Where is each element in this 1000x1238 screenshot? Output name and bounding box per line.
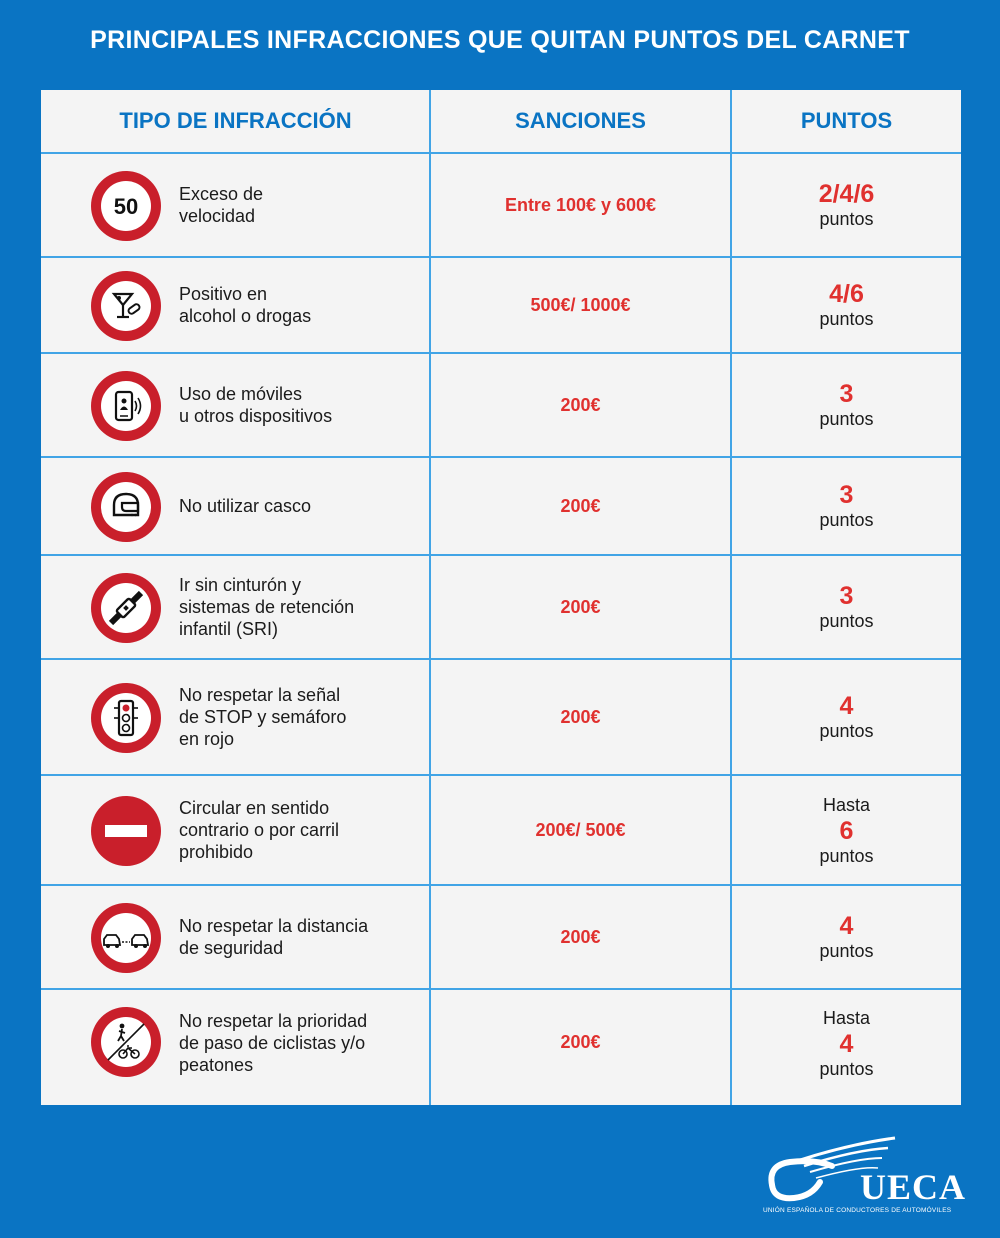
table-row [41,556,961,660]
logo-name: UECA [860,1167,967,1207]
table-row [41,776,961,886]
points-prefix: Hasta [822,795,871,815]
cyclist-pedestrian-icon [90,1006,162,1078]
points-cell [732,776,961,884]
no-entry-icon [90,795,162,867]
table-row [41,990,961,1105]
sanction-amount: Entre 100€ y 600€ [504,194,657,215]
speed-limit-value: 50 [113,194,139,219]
sanction-amount: 200€ [560,394,601,415]
points-unit: puntos [819,941,874,961]
points-unit: puntos [819,611,874,631]
points-unit: puntos [819,1058,874,1079]
infraction-description: Uso de móviles u otros dispositivos [179,384,333,426]
sanction-amount: 200€ [560,706,601,727]
table-header-row [41,90,961,154]
sanction-amount: 200€/ 500€ [535,819,626,840]
points-cell [732,886,961,988]
infraction-description: No respetar la prioridad de paso de ciclistas y/o peatones [179,1010,368,1075]
infraction-description: No respetar la distancia de seguridad [179,916,369,958]
points-value: 3 [839,380,854,408]
sanction-amount: 200€ [560,596,601,617]
points-value: 2/4/6 [818,180,875,208]
infraction-description: Exceso de velocidad [179,184,264,226]
table-row [41,354,961,458]
helmet-icon [90,471,162,543]
table-row [41,258,961,354]
points-value: 4 [839,912,854,940]
points-cell [732,990,961,1095]
points-cell [732,556,961,658]
points-unit: puntos [819,846,874,866]
points-cell [732,458,961,554]
sanction-amount: 200€ [560,495,601,516]
points-value: 3 [839,582,854,610]
points-value: 6 [839,817,854,845]
points-cell [732,154,961,256]
points-value: 4 [839,692,854,720]
table-row [41,886,961,990]
sanction-amount: 200€ [560,1032,601,1052]
points-value: 4 [839,1029,854,1058]
points-cell [732,660,961,774]
points-unit: puntos [819,409,874,429]
header-sanciones: SANCIONES [515,108,646,133]
infractions-table [41,90,961,1105]
traffic-light-icon [90,682,162,754]
mobile-phone-icon [90,370,162,442]
header-tipo: TIPO DE INFRACCIÓN [119,108,352,133]
column-divider [429,90,431,1105]
infraction-description: Circular en sentido contrario o por carril prohibido [179,798,340,862]
points-unit: puntos [819,309,874,329]
seatbelt-icon [90,572,162,644]
infraction-description: Positivo en alcohol o drogas [179,284,312,326]
table-row [41,660,961,776]
column-divider [730,90,732,1105]
sanction-amount: 500€/ 1000€ [530,294,631,315]
points-unit: puntos [819,721,874,741]
speed-limit-50-icon [90,170,162,242]
infraction-description: No utilizar casco [179,496,312,516]
infraction-description: No respetar la señal de STOP y semáforo en rojo [179,685,347,749]
points-unit: puntos [819,209,874,229]
points-cell [732,354,961,456]
points-cell [732,258,961,352]
page-title: PRINCIPALES INFRACCIONES QUE QUITAN PUNTOS DEL CARNET [90,26,910,54]
points-value: 4/6 [829,280,864,308]
table-row [41,458,961,556]
sanction-amount: 200€ [560,926,601,947]
alcohol-drugs-icon [90,270,162,342]
logo-subtitle: UNIÓN ESPAÑOLA DE CONDUCTORES DE AUTOMÓVILES [763,1207,952,1214]
table-row [41,154,961,258]
points-value: 3 [839,481,854,509]
header-puntos: PUNTOS [800,108,893,133]
points-unit: puntos [819,510,874,530]
points-prefix: Hasta [822,1007,871,1028]
infraction-description: Ir sin cinturón y sistemas de retención infantil (SRI) [179,575,355,639]
safety-distance-icon [90,902,162,974]
